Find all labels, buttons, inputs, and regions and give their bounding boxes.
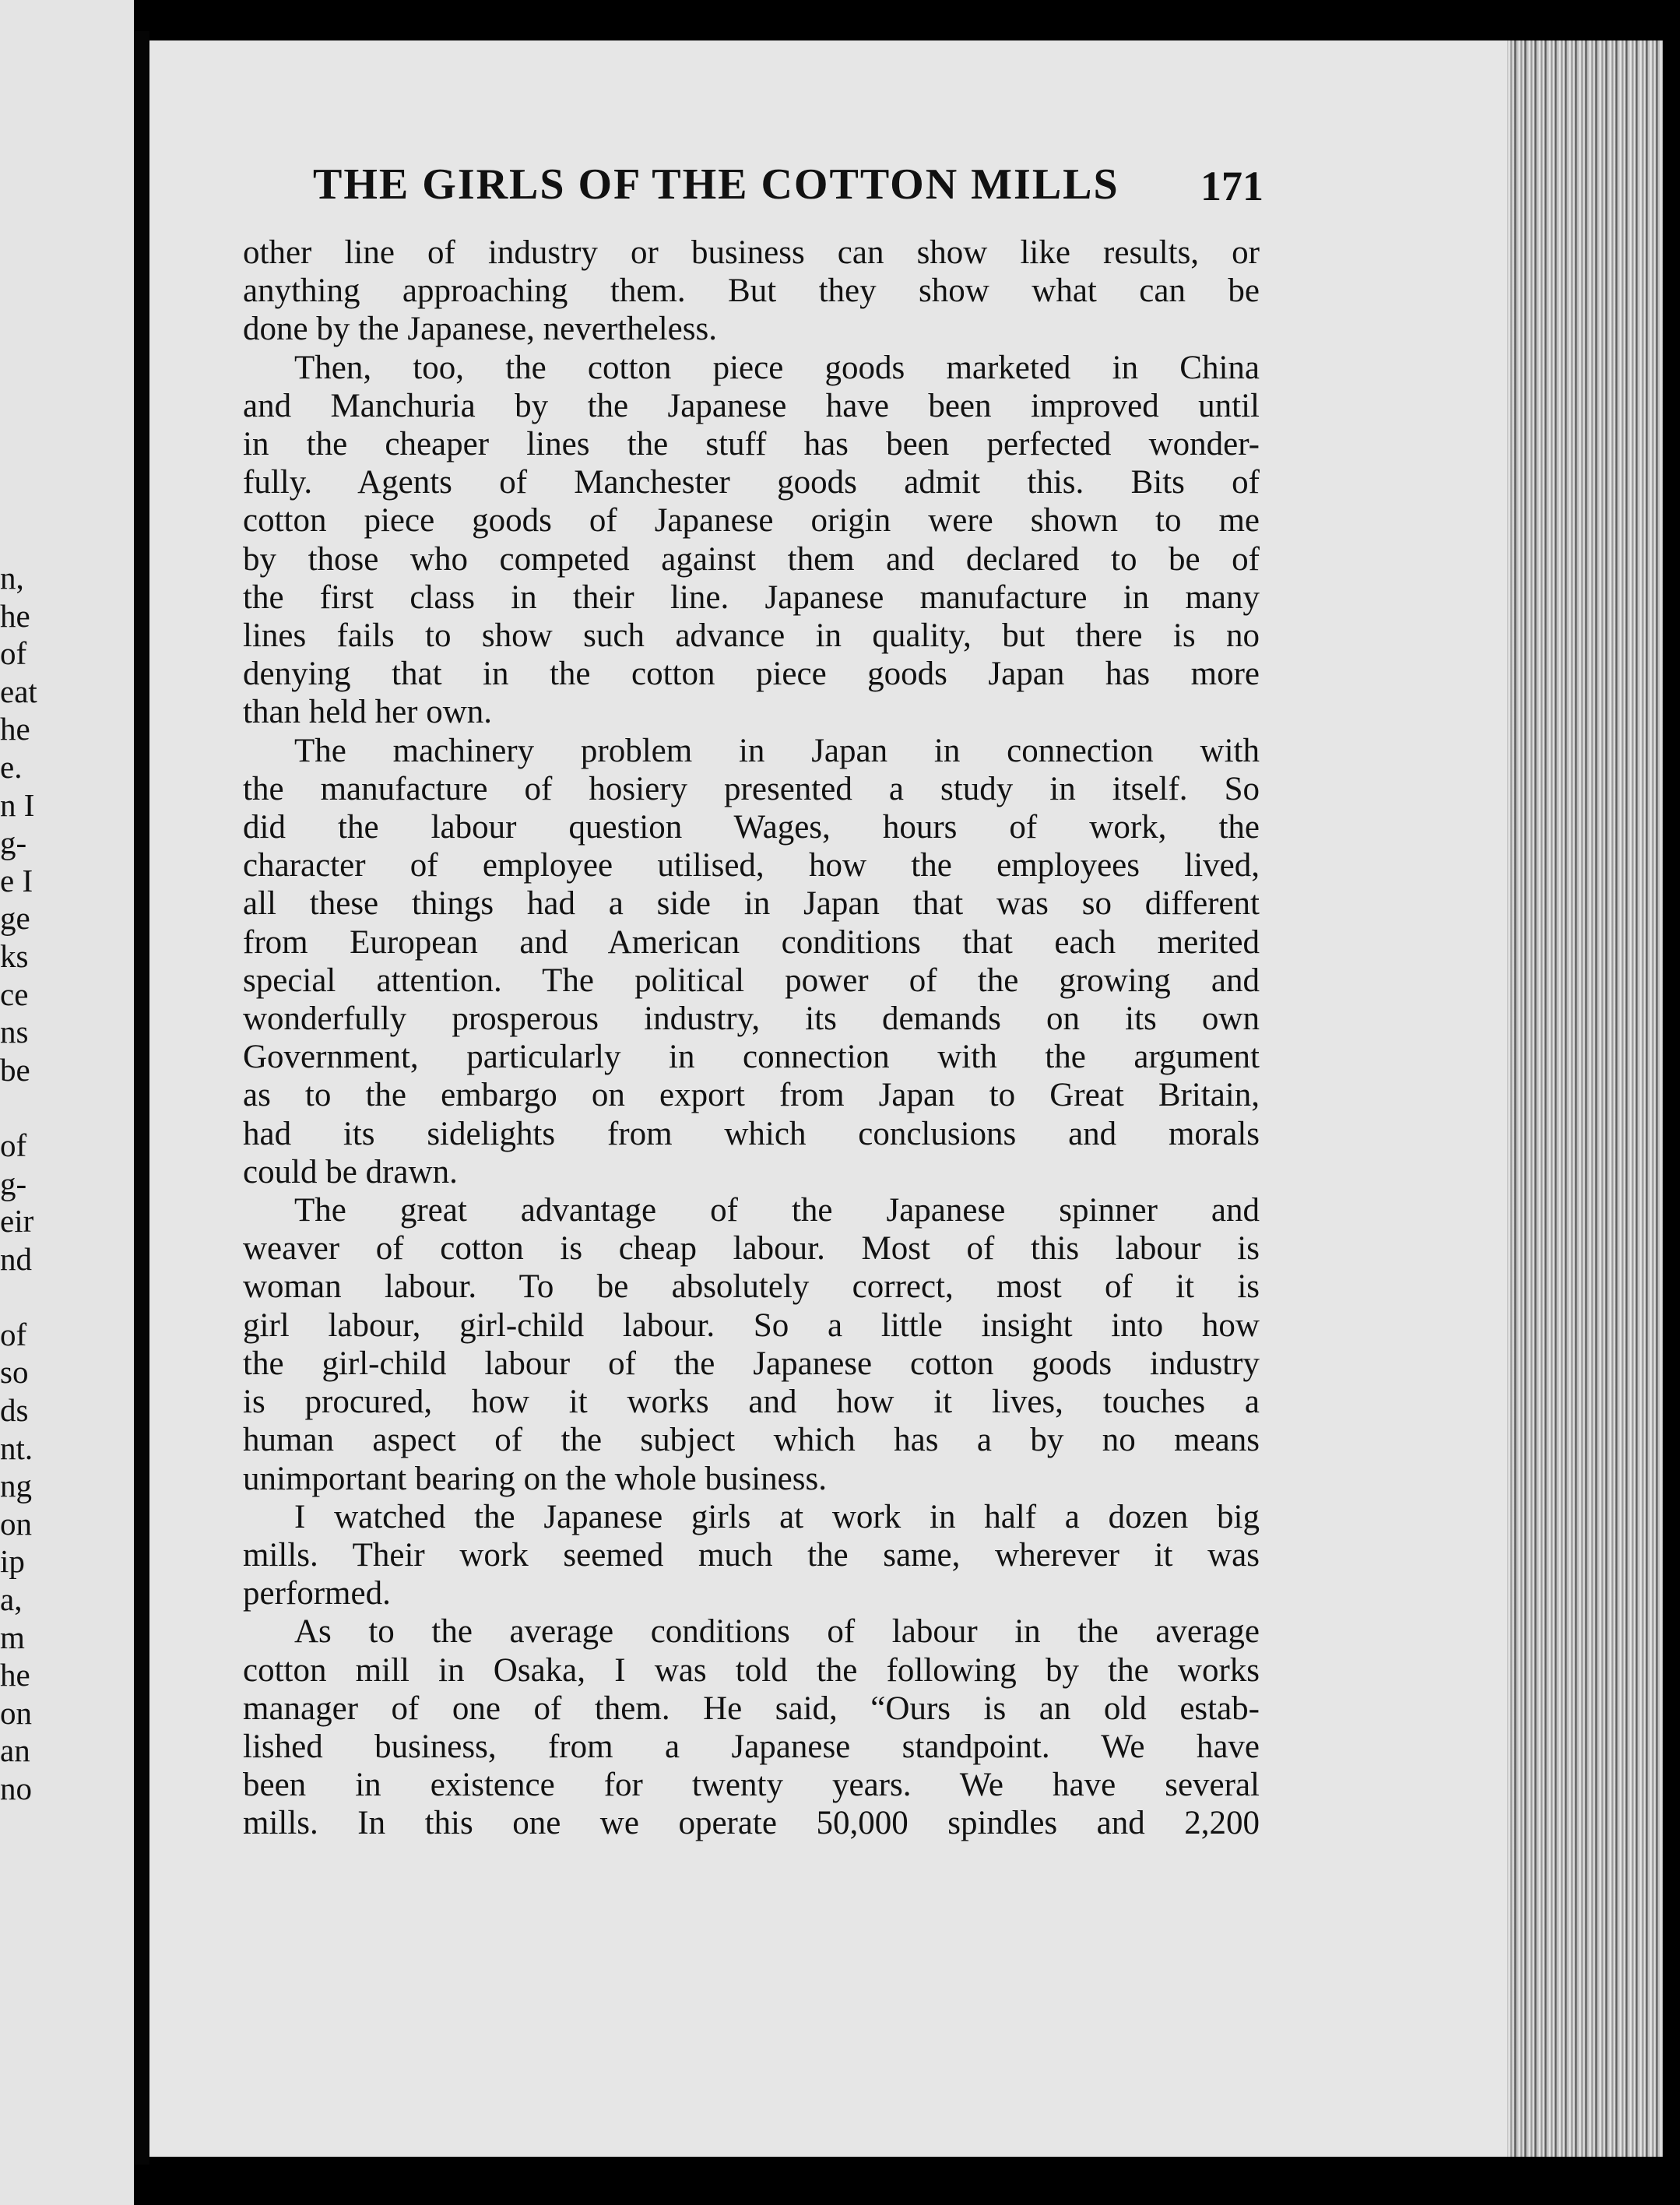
text-line: the girl-child labour of the Japanese cotton goods industry [243,1345,1260,1382]
text-line: had its sidelights from which conclusions and morals [243,1115,1260,1152]
text-line: denying that in the cotton piece goods Japan has more [243,656,1260,693]
facing-page-fragment: so [0,1354,29,1391]
text-line: wonderfully prosperous industry, its demands on its own [243,1001,1260,1038]
facing-page-fragment: he [0,597,30,634]
paragraph [243,1191,1260,1498]
text-line: by those who competed against them and declared to be of [243,540,1260,578]
text-line: human aspect of the subject which has a by no means [243,1422,1260,1459]
page-edges [1507,40,1663,2157]
text-line: weaver of cotton is cheap labour. Most of this labour is [243,1230,1260,1268]
facing-page-left [0,0,134,2205]
paragraph [243,234,1260,349]
text-line: and Manchuria by the Japanese have been improved until [243,387,1260,424]
text-line: girl labour, girl-child labour. So a little insight into how [243,1306,1260,1344]
text-line: been in existence for twenty years. We have several [243,1767,1260,1804]
facing-page-fragment: no [0,1771,32,1806]
facing-page-fragment: of [0,1316,27,1352]
paragraph [243,1612,1260,1842]
text-line: I watched the Japanese girls at work in half a dozen big [294,1498,1260,1535]
text-line: lines fails to show such advance in quality, but there is no [243,617,1260,655]
text-line: cotton piece goods of Japanese origin were shown to me [243,502,1260,540]
text-line: special attention. The political power of the growing and [243,962,1260,999]
text-line: fully. Agents of Manchester goods admit this. Bits of [243,464,1260,501]
text-line: performed. [243,1575,391,1612]
text-line: anything approaching them. But they show what can be [243,273,1260,310]
facing-page-fragment: n I [0,786,35,823]
text-line: unimportant bearing on the whole business. [243,1460,827,1497]
text-line: Then, too, the cotton piece goods marketed in China [294,349,1260,386]
text-line: all these things had a side in Japan that was so different [243,885,1260,923]
facing-page-fragment: he [0,1657,30,1693]
text-line: as to the embargo on export from Japan to Great Britain, [243,1077,1260,1114]
facing-page-fragment: ge [0,900,30,937]
facing-page-fragment: nt. [0,1430,33,1466]
running-head: THE GIRLS OF THE COTTON MILLS [313,160,1119,209]
text-line: done by the Japanese, nevertheless. [243,311,717,348]
text-line: the first class in their line. Japanese manufacture in many [243,579,1260,616]
facing-page-fragment: ds [0,1392,29,1429]
facing-page-fragment: eir [0,1203,34,1240]
paragraph [243,1498,1260,1613]
page-number: 171 [1200,163,1264,209]
facing-page-fragment: ns [0,1014,29,1050]
facing-page-fragment [0,1088,62,1127]
text-line: manager of one of them. He said, “Ours is an old estab- [243,1690,1260,1727]
body-text [243,234,1260,1843]
facing-page-fragment: ng [0,1468,32,1504]
text-line: from European and American conditions that each merited [243,923,1260,961]
facing-page-text-fragments [0,559,62,1808]
text-line: mills. In this one we operate 50,000 spindles and 2,200 [243,1805,1260,1842]
facing-page-fragment: he [0,711,30,747]
facing-page-fragment: e. [0,748,23,785]
facing-page-fragment: nd [0,1240,32,1277]
facing-page-fragment: eat [0,673,37,709]
facing-page-fragment: ks [0,937,29,974]
text-line: character of employee utilised, how the employees lived, [243,847,1260,884]
text-line: is procured, how it works and how it lives, touches a [243,1384,1260,1421]
facing-page-fragment: a, [0,1581,23,1618]
text-line: other line of industry or business can show like results, or [243,234,1260,271]
facing-page-fragment: an [0,1732,30,1769]
facing-page-fragment: ce [0,976,29,1012]
facing-page-fragment: n, [0,560,24,596]
facing-page-fragment: g- [0,1165,27,1201]
text-line: Government, particularly in connection with the argument [243,1039,1260,1076]
text-line: cotton mill in Osaka, I was told the following by the works [243,1651,1260,1689]
facing-page-fragment: g- [0,825,27,861]
book-gutter [134,31,149,2165]
text-line: the manufacture of hosiery presented a study in itself. So [243,770,1260,807]
facing-page-fragment: on [0,1505,32,1542]
facing-page-fragment [0,1278,62,1316]
facing-page-fragment: on [0,1694,32,1731]
text-line: As to the average conditions of labour in the average [294,1613,1260,1651]
facing-page-fragment: m [0,1619,25,1655]
text-line: The great advantage of the Japanese spinner and [294,1192,1260,1229]
facing-page-fragment: be [0,1051,30,1088]
text-line: The machinery problem in Japan in connection with [294,732,1260,769]
text-line: in the cheaper lines the stuff has been perfected wonder- [243,426,1260,463]
paragraph [243,349,1260,732]
facing-page-fragment: e I [0,862,33,899]
facing-page-fragment: of [0,635,27,672]
text-line: woman labour. To be absolutely correct, most of it is [243,1268,1260,1306]
text-line: than held her own. [243,694,493,731]
text-line: lished business, from a Japanese standpoint. We have [243,1728,1260,1765]
facing-page-fragment: of [0,1127,27,1163]
facing-page-fragment: ip [0,1543,25,1580]
text-line: could be drawn. [243,1153,458,1190]
text-line: mills. Their work seemed much the same, wherever it was [243,1536,1260,1574]
text-line: did the labour question Wages, hours of work, the [243,809,1260,846]
paragraph [243,732,1260,1191]
